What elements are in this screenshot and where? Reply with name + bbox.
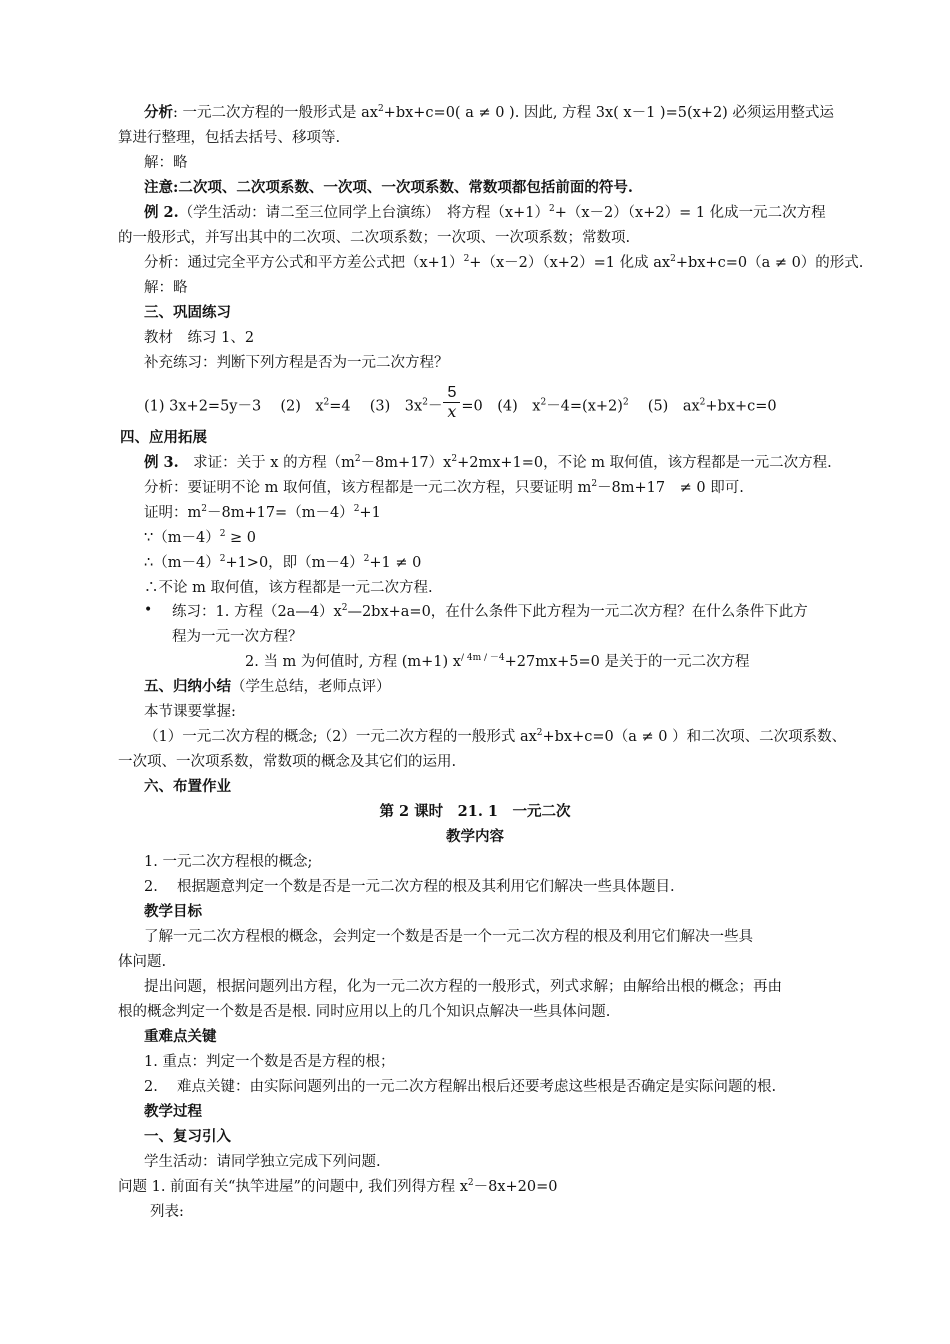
goals-line-3: 提出问题，根据问题列出方程，化为一元二次方程的一般形式，列式求解；由解给出根的概念；再由 [144, 979, 782, 995]
supplementary-exercise: 补充练习：判断下列方程是否为一元二次方程？ [144, 355, 449, 371]
example-3-line: 例 3. 求证：关于 x 的方程$(m^2-8m+17)x^2+2mx+1=0$，不论 m 取何值，该方程都是一元二次方程. [144, 454, 832, 471]
summary-intro: 本节课要掌握: [144, 704, 236, 720]
teaching-content-heading: 教学内容 [446, 828, 504, 845]
equations-list: (1) 3x+2=5y－3 (2) $x^2=4$ (3) $3x^2-$ $\frac{5}{x}$ =0 (4) $x^2-4=(x+2)^2$ (5) $ax^2+bx+c=0$ [144, 384, 777, 421]
example-2-line-1: 例 2.（学生活动：请二至三位同学上台演练） 将方程$(x+1)^2+(x-2)(x+2)= 1$ 化成一元二次方程 [144, 204, 826, 221]
key-point-2: 2. 难点关键：由实际问题列出的一元二次方程解出根后还要考虑这些根是否确定是实际问题的根. [144, 1079, 777, 1095]
key-points-heading: 重难点关键 [144, 1028, 217, 1045]
section-6-heading: 六、布置作业 [144, 778, 231, 795]
section-3-heading: 三、巩固练习 [144, 304, 231, 321]
summary-line-2: 一次项、一次项系数，常数项的概念及其它们的运用. [118, 754, 457, 770]
goals-line-2: 体问题. [118, 954, 167, 970]
proof-conclusion: ∴不论 m 取何值，该方程都是一元二次方程. [144, 580, 433, 596]
teaching-process-heading: 教学过程 [144, 1103, 202, 1120]
proof-line-2: $\because(m-4)^2 \ge 0$ [144, 529, 257, 546]
teaching-goals-heading: 教学目标 [144, 903, 202, 920]
table-label: 列表: [150, 1204, 184, 1220]
content-item-1: 1. 一元二次方程根的概念; [144, 854, 313, 870]
proof-line-1: 证明：$m^2-8m+17=(m-4)^2+1$ [144, 504, 381, 521]
textbook-exercise: 教材 练习 1、2 [144, 330, 255, 346]
review-heading: 一、复习引入 [144, 1128, 231, 1145]
summary-line-1: （1）一元二次方程的概念;（2）一元二次方程的一般形式 $ax^2+bx+c=0(a \ne 0$ ）和二次项、二次项系数、 [144, 728, 847, 745]
example-2-solution: 解：略 [144, 280, 188, 296]
content-item-2: 2. 根据题意判定一个数是否是一元二次方程的根及其利用它们解决一些具体题目. [144, 879, 675, 895]
proof-line-3: $\therefore(m-4)^2+1>0$，即$(m-4)^2+1 \ne 0$ [144, 554, 422, 571]
goals-line-1: 了解一元二次方程根的概念，会判定一个数是否是一个一元二次方程的根及利用它们解决一些具 [144, 929, 753, 945]
example-3-analysis: 分析：要证明不论 m 取何值，该方程都是一元二次方程，只要证明 $m^2-8m+17$ ≠ 0 即可. [144, 479, 744, 496]
question-1: 问题 1. 前面有关“执竿进屋”的问题中, 我们列得方程 $x^2-8x+20=0$ [118, 1178, 558, 1195]
note-line: 注意:二次项、二次项系数、一次项、一次项系数、常数项都包括前面的符号. [144, 179, 633, 196]
analysis-line-1: 分析: 一元二次方程的一般形式是 $ax^2+bx+c=0$( a ≠ 0 ). 因此, 方程 3x( x－1 )=5(x+2) 必须运用整式运 [144, 104, 834, 121]
solution-line: 解：略 [144, 155, 188, 171]
key-point-1: 1. 重点：判定一个数是否是方程的根； [144, 1054, 395, 1070]
fraction-5-over-x: $\frac{5}{x}$ [443, 384, 460, 421]
example-2-line-2: 的一般形式，并写出其中的二次项、二次项系数；一次项、一次项系数；常数项. [118, 230, 631, 246]
section-4-heading: 四、应用拓展 [120, 429, 207, 446]
example-2-analysis: 分析：通过完全平方公式和平方差公式把$(x+1)^2+(x-2)(x+2)=1$ 化成 $ax^2+bx+c=0(a \ne 0)$的形式. [144, 254, 864, 271]
goals-line-4: 根的概念判定一个数是否是根. 同时应用以上的几个知识点解决一些具体问题. [118, 1004, 611, 1020]
analysis-line-2: 算进行整理，包括去括号、移项等. [118, 130, 341, 146]
student-activity: 学生活动：请同学独立完成下列问题. [144, 1154, 381, 1170]
practice-line-1: 练习：1. 方程$(2a—4)x^2—2bx+a=0$，在什么条件下此方程为一元二次方程？在什么条件下此方 [172, 603, 808, 620]
bullet-icon: • [144, 602, 153, 618]
practice-line-3: 2. 当 m 为何值时, 方程 (m+1) $x^{∕ 4m ∕ -4}+27mx+5=0$ 是关于的一元二次方程 [245, 653, 750, 670]
lesson-2-title: 第 2 课时 21. 1 一元二次 [379, 803, 571, 820]
section-5-heading: 五、归纳小结（学生总结，老师点评） [144, 678, 391, 695]
practice-line-2: 程为一元一次方程？ [172, 629, 303, 645]
